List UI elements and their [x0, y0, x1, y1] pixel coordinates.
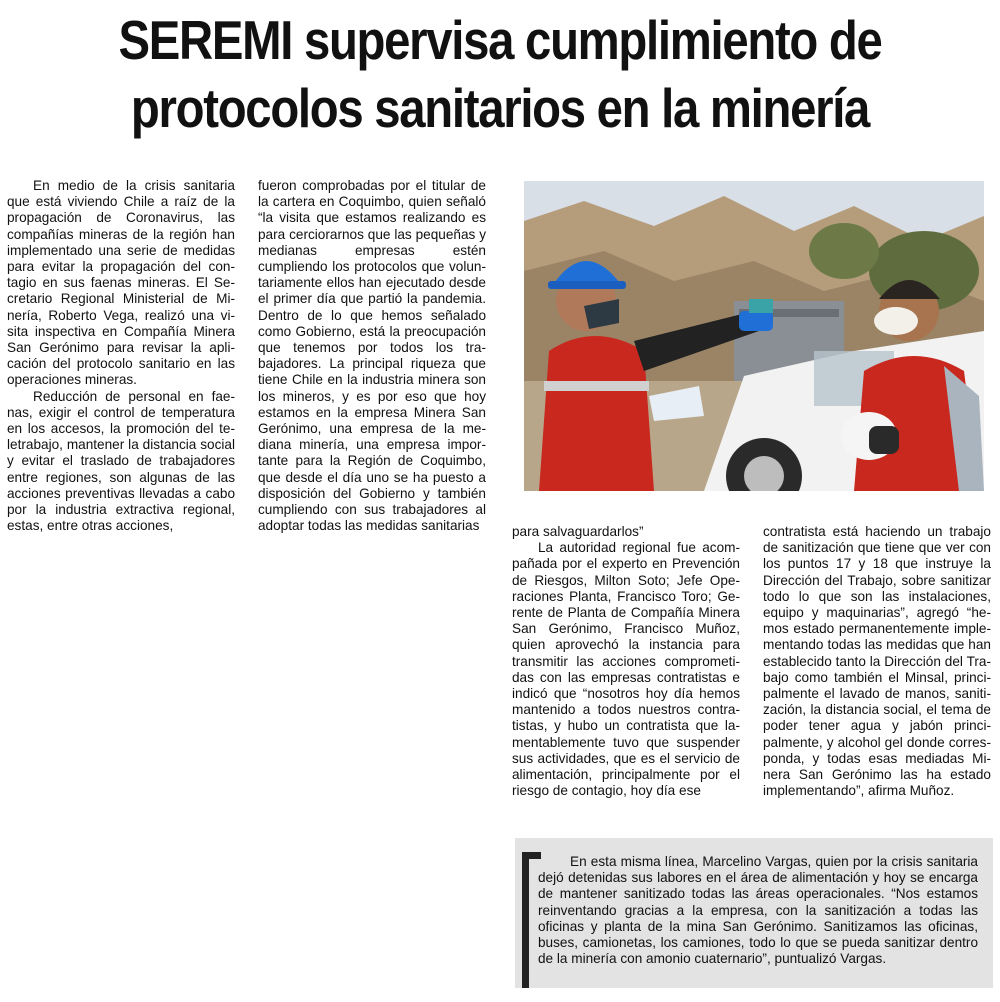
quote-text: [538, 854, 978, 967]
paragraph: La autoridad regional fue acompañada por el experto en Prevención de Riesgos, Milton Soto; Jefe Operaciones Planta, Francisco Toro; Gerente de Planta de Compañía Minera San Gerónimo, Francisco Muñoz, quien aprovechó la instancia para transmitir las acciones comprometidas con las empresas contratistas e indicó que “nosotros hoy día hemos mantenido a todos nuestros contratistas, y hubo un contratista que lamentablemente tuvo que suspender sus actividades, que es el servicio de alimentación, principalmente por el riesgo de contagio, hoy día ese: [512, 540, 740, 799]
article-column-4: [763, 524, 991, 799]
news-photo: [524, 181, 984, 491]
quote-bar: [522, 852, 529, 988]
article-column-2: [258, 178, 486, 534]
headline: [87, 6, 913, 142]
photo-illustration: [524, 181, 984, 491]
paragraph: En medio de la crisis sanitaria que está viviendo Chile a raíz de la propagación de Coronavirus, las compañías mineras de la región han implementado una serie de medidas para evitar la propagación del contagio en sus faenas mineras. El Secretario Regional Ministerial de Minería, Roberto Vega, realizó una visita inspectiva en Compañía Minera San Gerónimo para revisar la aplicación del protocolo sanitario en las operaciones mineras.: [7, 178, 235, 388]
article-column-1: [7, 178, 235, 534]
paragraph: contratista está haciendo un trabajo de sanitización que tiene que ver con los puntos 17 y 18 que instruye la Dirección del Trabajo, sobre sanitizar todo lo que son las instalaciones, equipo y maquinarias”, agregó “hemos estado permanentemente implementando todas las medidas que han establecido tanto la Dirección del Trabajo como también el Minsal, principalmente el lavado de manos, sanitización, la distancia social, el tema de poder tener agua y jabón principalmente, y alcohol gel donde corresponda, y todas esas mediadas Minera San Gerónimo las ha estado implementando”, afirma Muñoz.: [763, 524, 991, 799]
paragraph: En esta misma línea, Marcelino Vargas, quien por la crisis sanitaria dejó detenidas sus labores en el área de alimentación y hoy se encarga de mantener sanitizado todas las áreas operacionales. “Nos estamos reinventando gracias a la empresa, con la sanitización a todas las oficinas y planta de la mina San Gerónimo. Sanitizamos las oficinas, buses, camionetas, los camiones, todo lo que se pueda sanitizar dentro de la minería con amonio cuaternario”, puntualizó Vargas.: [538, 854, 978, 967]
paragraph: fueron comprobadas por el titular de la cartera en Coquimbo, quien señaló “la visita que estamos realizando es para cerciorarnos que las pequeñas y medianas empresas estén cumpliendo los protocolos que voluntariamente ellos han ejecutado desde el primer día que partió la pandemia. Dentro de lo que hemos señalado como Gobierno, está la preocupación que tenemos por todos los trabajadores. La principal riqueza que tiene Chile en la industria minera son los mineros, y es por eso que hoy estamos en la empresa Minera San Gerónimo, una empresa de la mediana minería, una empresa importante para la Región de Coquimbo, que desde el día uno se ha puesto a disposición del Gobierno y también cumpliendo con sus trabajadores al adoptar todas las medidas sanitarias: [258, 178, 486, 534]
headline-line-1: SEREMI supervisa cumplimiento de: [118, 9, 882, 71]
headline-line-2: protocolos sanitarios en la minería: [130, 77, 870, 139]
paragraph: Reducción de personal en faenas, exigir el control de temperatura en los accesos, la promoción del teletrabajo, mantener la distancia social y evitar el traslado de trabajadores entre regiones, son algunas de las acciones preventivas llevadas a cabo por la industria extractiva regional, estas, entre otras acciones,: [7, 388, 235, 534]
article-column-3: [512, 524, 740, 799]
paragraph: para salvaguardarlos”: [512, 524, 644, 539]
